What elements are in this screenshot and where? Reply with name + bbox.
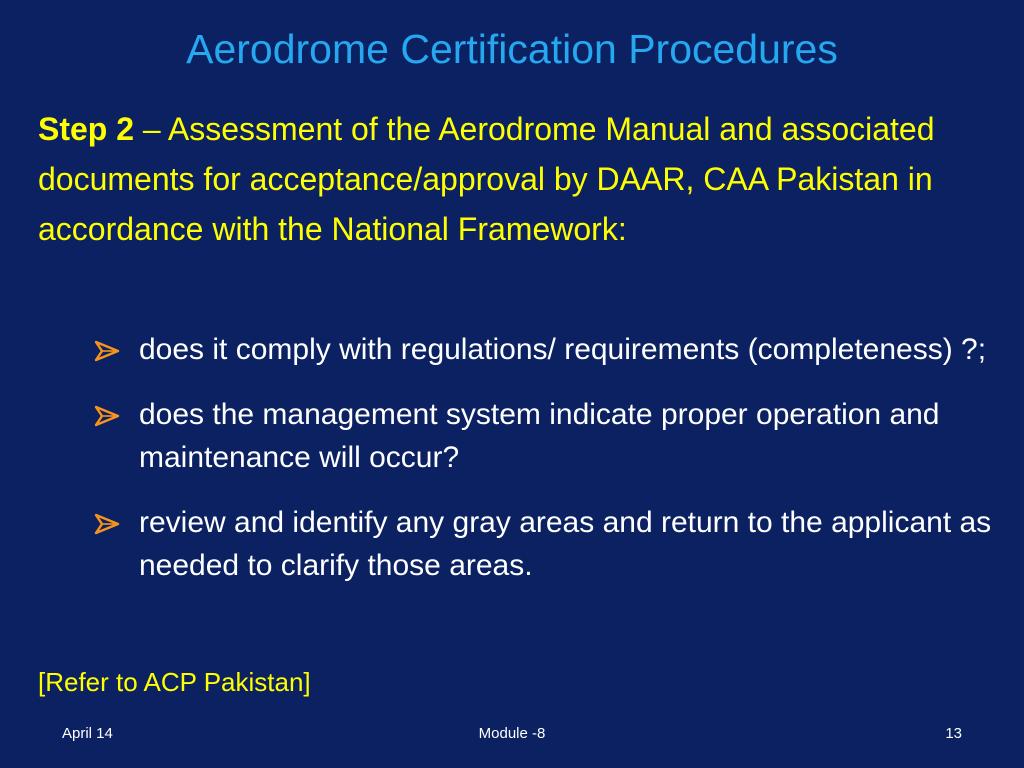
bullet-text: does the management system indicate proper operation and maintenance will occur? [139, 398, 940, 474]
footer-module: Module -8 [478, 725, 546, 742]
arrow-bullet-icon [94, 340, 120, 362]
bullet-item [94, 393, 994, 479]
bullet-list [94, 328, 994, 609]
step-label: Step 2 [38, 111, 135, 147]
step-text: Assessment of the Aerodrome Manual and associated documents for acceptance/approval by DAAR, CAA Pakistan in accordance with the National Framework: [38, 111, 935, 247]
arrow-bullet-icon [94, 405, 120, 427]
step-separator: – [134, 111, 168, 147]
slide-title: Aerodrome Certification Procedures [186, 26, 838, 72]
bullet-text: does it comply with regulations/ requirements (completeness) ?; [139, 333, 987, 366]
footer-page-number: 13 [945, 725, 962, 742]
bullet-text: review and identify any gray areas and return to the applicant as needed to clarify those areas. [139, 506, 992, 582]
bullet-item [94, 328, 994, 371]
arrow-bullet-icon [94, 513, 120, 535]
step-intro [38, 104, 998, 254]
reference-note: [Refer to ACP Pakistan] [38, 667, 311, 697]
bullet-item [94, 501, 994, 587]
footer-date: April 14 [62, 725, 113, 742]
